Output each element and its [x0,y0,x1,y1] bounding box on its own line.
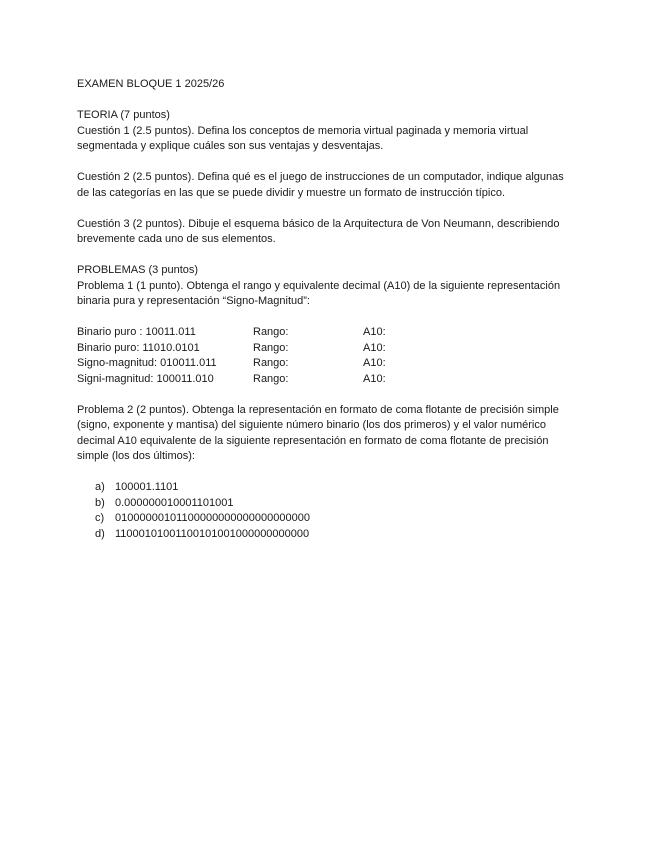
row-label: Binario puro: 11010.0101 [77,341,200,354]
problem-1-intro: Problema 1 (1 punto). Obtenga el rango y equivalente decimal (A10) de la siguiente representación binaria pura y representación “Signo-Magnitud”: [77,279,561,307]
problem-1-row [77,372,577,388]
list-item [95,527,577,543]
a10-label: A10: [363,357,386,369]
problem-1-row [77,325,577,341]
question-3: Cuestión 3 (2 puntos). Dibuje el esquema básico de la Arquitectura de Von Neumann, describiendo brevemente cada uno de sus elementos. [77,217,560,245]
problem-1-table [77,325,577,387]
a10-label: A10: [363,372,386,385]
problem-1-row [77,356,577,372]
rango-label: Rango: [253,326,289,338]
question-1: Cuestión 1 (2.5 puntos). Defina los conceptos de memoria virtual paginada y memoria virtual segmentada y explique cuáles son sus ventajas y desventajas. [77,124,529,152]
item-label: a) [95,481,105,493]
list-item [95,480,577,496]
a10-label: A10: [363,326,386,338]
row-label: Signo-magnitud: 010011.011 [77,357,217,369]
row-label: Binario puro : 10011.011 [77,326,196,338]
rango-label: Rango: [253,372,289,385]
question-2: Cuestión 2 (2.5 puntos). Defina qué es el juego de instrucciones de un computador, indique algunas de las categorías en las que se puede dividir y muestre un formato de instrucción típico. [77,171,564,199]
problem-1-row [77,341,577,357]
teoria-heading: TEORIA (7 puntos) [77,109,170,121]
problem-2-intro: Problema 2 (2 puntos). Obtenga la representación en formato de coma flotante de precisión simple (signo, exponente y mantisa) del siguiente número binario (los dos primeros) y el valor numérico decimal A10 equivalente de la siguiente representación en formato de coma flotante de precisión simple (los dos últimos): [77,403,559,462]
problem-2-list [95,480,577,542]
item-label: c) [95,512,105,524]
item-value: 01000000101100000000000000000000 [115,512,310,524]
item-label: d) [95,527,105,540]
problemas-heading: PROBLEMAS (3 puntos) [77,264,199,276]
item-value: 0.000000010001101001 [115,496,234,509]
row-label: Signi-magnitud: 100011.010 [77,372,214,385]
item-value: 100001.1101 [115,481,179,493]
rango-label: Rango: [253,357,289,369]
item-value: 11000101001100101001000000000000 [115,527,310,540]
exam-title: EXAMEN BLOQUE 1 2025/26 [77,78,225,90]
exam-content [77,77,577,542]
list-item [95,511,577,527]
a10-label: A10: [363,341,386,354]
list-item [95,496,577,512]
item-label: b) [95,496,105,509]
rango-label: Rango: [253,341,289,354]
